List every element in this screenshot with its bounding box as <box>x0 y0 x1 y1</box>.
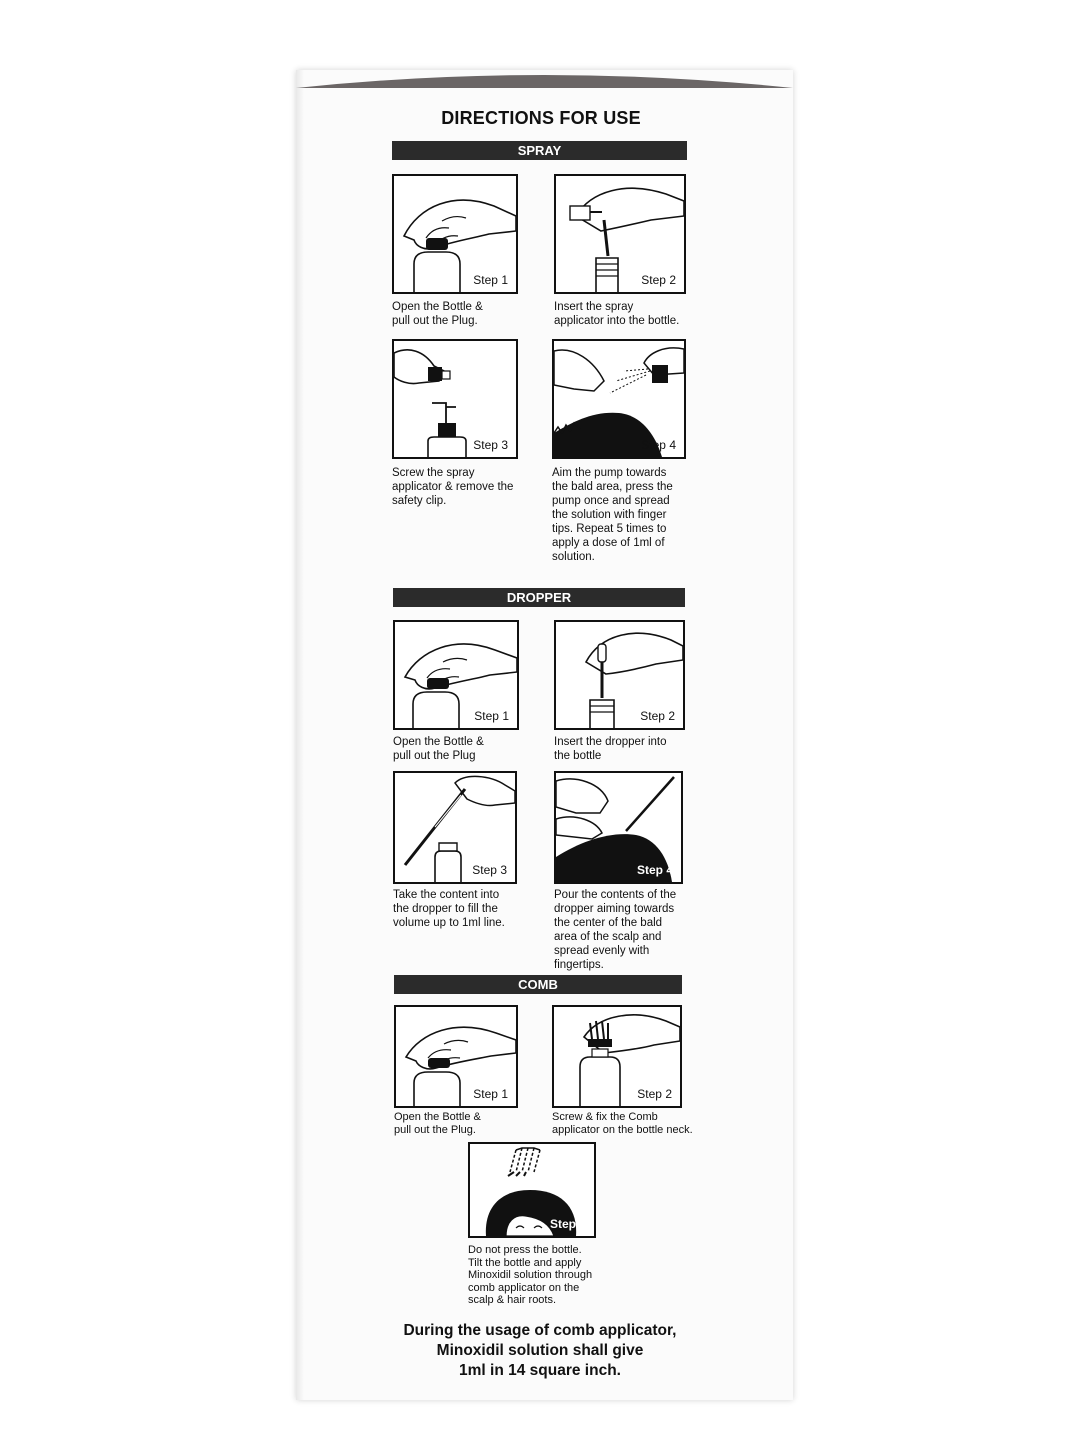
spray-step-3-label: Step 3 <box>473 438 508 452</box>
spray-step-1-illustration <box>392 174 518 294</box>
dropper-section-heading: DROPPER <box>393 588 685 607</box>
spray-step-4-illustration <box>552 339 686 459</box>
spray-section-heading: SPRAY <box>392 141 687 160</box>
comb-step-1-caption: Open the Bottle & pull out the Plug. <box>394 1111 481 1136</box>
page-title: DIRECTIONS FOR USE <box>441 108 641 128</box>
dropper-step-1-caption: Open the Bottle & pull out the Plug <box>393 736 484 762</box>
dropper-step-4-label: Step 4 <box>636 863 673 877</box>
spray-step-4-label: Step 4 <box>641 438 676 452</box>
box-edge-shade <box>296 70 304 1400</box>
comb-step-3-illustration <box>468 1142 596 1238</box>
comb-usage-note: During the usage of comb applicator, Minoxidil solution shall give 1ml in 14 square inch. <box>403 1322 677 1379</box>
dropper-step-2-illustration <box>554 620 685 730</box>
spray-step-2-caption: Insert the spray applicator into the bottle. <box>554 301 680 327</box>
dropper-step-2-caption: Insert the dropper into the bottle <box>554 736 667 762</box>
box-top-flap <box>296 68 793 88</box>
comb-step-1-label: Step 1 <box>473 1087 508 1101</box>
dropper-step-1-illustration <box>393 620 519 730</box>
spray-step-2-illustration <box>554 174 686 294</box>
comb-step-3-caption: Do not press the bottle. Tilt the bottle and apply Minoxidil solution through comb applicator on the scalp & hair roots. <box>468 1244 593 1306</box>
spray-step-3-illustration <box>392 339 518 459</box>
spray-step-3-caption: Screw the spray applicator & remove the safety clip. <box>392 467 514 507</box>
dropper-step-3-illustration <box>393 771 517 884</box>
comb-step-3-label: Step 3 <box>549 1217 586 1231</box>
comb-step-2-illustration <box>552 1005 682 1108</box>
dropper-step-1-label: Step 1 <box>474 709 509 723</box>
dropper-step-4-caption: Pour the contents of the dropper aiming towards the center of the bald area of the scalp and spread evenly with fingertips. <box>554 889 677 971</box>
spray-step-1-caption: Open the Bottle & pull out the Plug. <box>392 301 483 327</box>
comb-step-2-label: Step 2 <box>637 1087 672 1101</box>
spray-step-4-caption: Aim the pump towards the bald area, press the pump once and spread the solution with finger tips. Repeat 5 times to apply a dose of 1ml of solution. <box>552 467 673 563</box>
dropper-step-2-label: Step 2 <box>640 709 675 723</box>
spray-step-1-label: Step 1 <box>473 273 508 287</box>
dropper-step-4-illustration <box>554 771 683 884</box>
comb-step-2-caption: Screw & fix the Comb applicator on the bottle neck. <box>552 1111 693 1136</box>
comb-section-heading: COMB <box>394 975 682 994</box>
spray-step-2-label: Step 2 <box>641 273 676 287</box>
dropper-step-3-caption: Take the content into the dropper to fill the volume up to 1ml line. <box>393 889 505 929</box>
dropper-step-3-label: Step 3 <box>472 863 507 877</box>
comb-step-1-illustration <box>394 1005 518 1108</box>
